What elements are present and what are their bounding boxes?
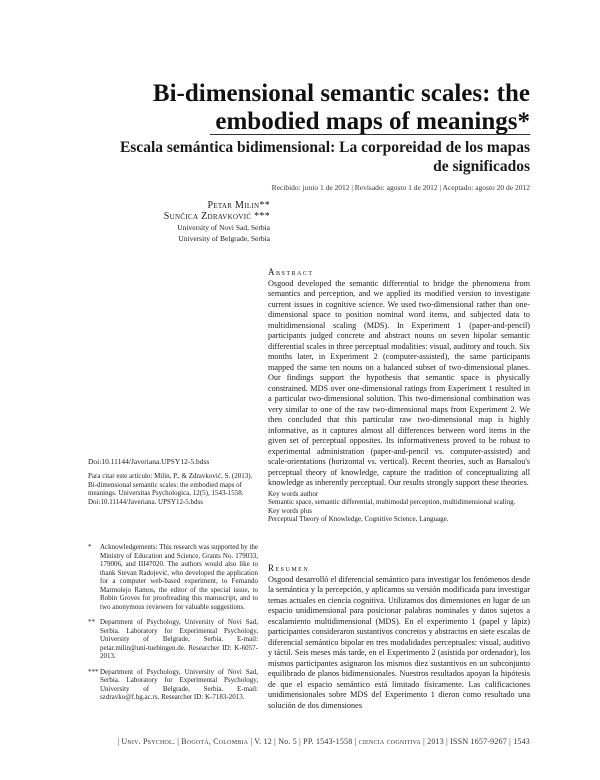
submission-dates: Recibido: junio 1 de 2012 | Revisado: agosto 1 de 2012 | Aceptado: agosto 20 de 2012: [271, 183, 530, 192]
author-affiliation: University of Novi Sad, Serbia: [177, 223, 270, 232]
resumen-heading: Resumen: [268, 563, 310, 573]
footnote-mark: **: [88, 618, 95, 626]
footer-issn: ISSN 1657-9267: [450, 737, 507, 746]
footer-volume: V. 12: [254, 737, 272, 746]
footnote: [88, 618, 258, 661]
footnote-text: Department of Psychology, University of Novi Sad, Serbia. Laboratory for Experimental Psychology, University of Belgrade, Serbia. E-mail: szdravko@f.bg.ac.rs. Researcher ID: K-7183-2013.: [100, 667, 258, 701]
footnote-text: Department of Psychology, University of Novi Sad, Serbia. Laboratory for Experimental Psychology, University of Belgrade, Serbia. E-mail: petar.milin@uni-tuebingen.de. Researcher ID: K-6057-2013.: [100, 618, 258, 660]
author-affiliation: University of Belgrade, Serbia: [178, 234, 270, 243]
keywords-author: Semantic space, semantic differential, multimodal perception, multidimensional scaling.: [268, 497, 516, 506]
keywords-plus-heading: Key words plus: [268, 506, 312, 515]
author-name: Sunčica Zdravković ***: [163, 211, 270, 222]
title-divider: [210, 134, 530, 135]
abstract-text: Osgood developed the semantic differential to bridge the phenomena from semantics and perception, and we applied its modified version to investigate current issues in cognitive science. We used two-dimensional rather than one-dimensional space to position nominal word items, and subjected data to multidimensional scaling (MDS). In Experiment 1 (paper-and-pencil) participants judged concrete and abstract nouns on seven bipolar semantic differential scales in three perceptual modalities: visual, auditory and touch. Six months later, in Experiment 2 (computer-assisted), the same participants mapped the same ten nouns on a balanced subset of two-dimensional planes. Our findings support the hypothesis that semantic space is physically constrained. MDS over one-dimensional ratings from Experiment 1 resulted in a particular two-dimensional solution. This two-dimensional combination was very similar to one of the raw two-dimensional maps from Experiment 2. We then concluded that this particular raw two-dimensional map is highly informative, as it captures almost all differences between word items in the given set of perceptual opposites. Its informativeness proved to be robust to experimental administration (paper-and-pencil vs. computer-assisted) and scale-orientations (horizontal vs. vertical). Recent theories, such as Barsalou's perceptual theory of knowledge, capture the tradition of conceptualizing all knowledge as inherently perceptual. Our results strongly support these theories.: [268, 278, 530, 487]
keywords-plus: Perceptual Theory of Knowledge, Cognitive Science, Language.: [268, 514, 449, 523]
abstract-heading: Abstract: [268, 267, 314, 277]
doi[interactable]: Doi:10.11144/Javeriana.UPSY12-5.bdss: [88, 457, 210, 466]
page-footer: | Univ. Psychol. | Bogotá, Colombia | V. 12 | No. 5 | PP. 1543-1558 | ciencia cognitiva | 2013 | ISSN 1657-9267 | 1543: [117, 737, 530, 746]
footnote: [88, 668, 258, 702]
author-block: [40, 200, 270, 244]
citation-note: Para citar este artículo: Milin, P., & Zdravković, S. (2013). Bi-dimensional semantic scales: the embodied maps of meanings. Universitas Psychologica, 12(5), 1543-1558. Doi:10.11144/Javeriana. UPSY12-5.bdss: [88, 472, 253, 506]
article-title: Bi-dimensional semantic scales: the embodied maps of meanings*: [152, 80, 530, 135]
footnote-mark: *: [88, 543, 92, 551]
author-name: Petar Milin**: [207, 200, 270, 211]
resumen-section: [268, 563, 530, 711]
footer-journal: Univ. Psychol.: [121, 737, 176, 746]
keywords-author-heading: Key words author: [268, 489, 319, 498]
resumen-text: Osgood desarrolló el diferencial semántico para investigar los fenómenos desde la semántica y la percepción, y aplicamos su versión modificada para investigar temas actuales en ciencia cognitiva. Utilizamos dos dimensiones en lugar de un espacio unidimensional para posicionar palabras nominales y datos sujetos a escalamiento multidimensional (MDS). En el experimento 1 (papel y lápiz) participantes consideraron sustantivos concretos y abstractos en siete escalas de diferencial semántico bipolar en tres modalidades perceptuales: visual, auditivo y táctil. Seis meses más tarde, en el Experimento 2 (asistida por ordenador), los mismos participantes asignaron los mismos diez sustantivos en un subconjunto equilibrado de planos bidimensionales. Nuestros resultados apoyan la hipótesis de que el espacio semántico está limitado físicamente. Las calificaciones unidimensionales sobre MDS del Experimento 1 dieron como resultado una solución de dos dimensiones: [268, 574, 530, 710]
footnote-text: Acknowledgements: This research was supported by the Ministry of Education and Science, Grants No. 179033, 179006, and III47020. The authors would also like to thank Stevan Radojević, who developed the application for a computer web-based experiment, to Fernando Marmolejo Ramos, the editor of the special issue, to Robin Groves for proofreading this manuscript, and to two anonymous reviewers for valuable suggestions.: [100, 543, 258, 611]
footer-pages: PP. 1543-1558: [303, 737, 353, 746]
footer-section: ciencia cognitiva: [358, 737, 421, 746]
article-subtitle: Escala semántica bidimensional: La corporeidad de los mapas de significados: [119, 139, 530, 175]
footnotes: [88, 543, 258, 709]
footer-year: 2013: [427, 737, 444, 746]
footer-city: Bogotá, Colombia: [181, 737, 249, 746]
footnote-mark: ***: [88, 667, 99, 676]
abstract-section: [268, 267, 530, 523]
footnote: [88, 543, 258, 611]
page-number: 1543: [513, 737, 530, 746]
footer-number: No. 5: [278, 737, 297, 746]
